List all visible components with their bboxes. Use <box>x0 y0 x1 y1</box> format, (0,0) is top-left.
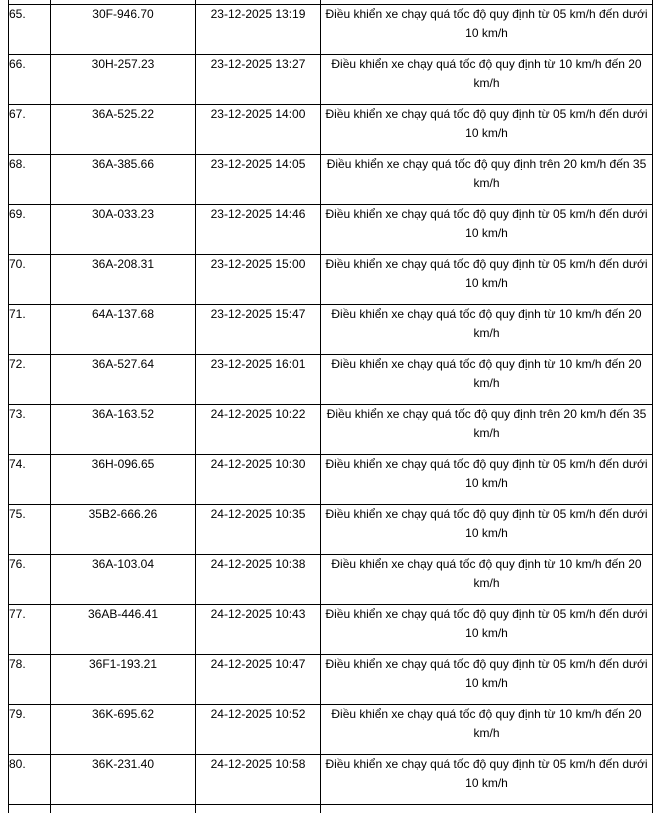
row-index-cell: 73. <box>9 405 51 455</box>
plate-cell: 36A-103.04 <box>51 555 196 605</box>
table-row <box>9 105 653 155</box>
datetime-cell: 24-12-2025 10:52 <box>196 705 321 755</box>
plate-cell: 35B2-666.26 <box>51 505 196 555</box>
plate-cell: 36AB-446.41 <box>51 605 196 655</box>
violation-cell: Điều khiển xe chạy quá tốc độ quy định trên 20 km/h đến 35 km/h <box>321 405 653 455</box>
table-row <box>9 555 653 605</box>
plate-cell: 30H-257.23 <box>51 55 196 105</box>
plate-cell: 36K-231.40 <box>51 755 196 805</box>
row-index-cell: 77. <box>9 605 51 655</box>
table-row <box>9 5 653 55</box>
violation-cell <box>321 805 653 813</box>
plate-cell: 36A-525.22 <box>51 105 196 155</box>
datetime-cell: 24-12-2025 10:58 <box>196 755 321 805</box>
violations-table <box>8 0 653 813</box>
table-row <box>9 605 653 655</box>
violation-cell: Điều khiển xe chạy quá tốc độ quy định từ 10 km/h đến 20 km/h <box>321 555 653 605</box>
plate-cell: 36A-163.52 <box>51 405 196 455</box>
datetime-cell: 23-12-2025 14:00 <box>196 105 321 155</box>
datetime-cell: 23-12-2025 13:27 <box>196 55 321 105</box>
violation-cell: Điều khiển xe chạy quá tốc độ quy định từ 10 km/h đến 20 km/h <box>321 355 653 405</box>
table-row <box>9 655 653 705</box>
datetime-cell: 24-12-2025 10:38 <box>196 555 321 605</box>
violation-cell: Điều khiển xe chạy quá tốc độ quy định từ 05 km/h đến dưới 10 km/h <box>321 5 653 55</box>
datetime-cell: 24-12-2025 10:43 <box>196 605 321 655</box>
datetime-cell: 23-12-2025 13:19 <box>196 5 321 55</box>
plate-cell: 64A-137.68 <box>51 305 196 355</box>
row-index-cell: 65. <box>9 5 51 55</box>
row-index-cell: 68. <box>9 155 51 205</box>
plate-cell: 36A-208.31 <box>51 255 196 305</box>
table-row <box>9 305 653 355</box>
row-index-cell: 79. <box>9 705 51 755</box>
table-row <box>9 505 653 555</box>
violation-cell: Điều khiển xe chạy quá tốc độ quy định từ 05 km/h đến dưới 10 km/h <box>321 205 653 255</box>
row-index-cell: 75. <box>9 505 51 555</box>
datetime-cell: 24-12-2025 10:22 <box>196 405 321 455</box>
table-row <box>9 455 653 505</box>
row-index-cell: 76. <box>9 555 51 605</box>
row-index-cell: 69. <box>9 205 51 255</box>
plate-cell: 30A-033.23 <box>51 205 196 255</box>
violation-cell: Điều khiển xe chạy quá tốc độ quy định từ 05 km/h đến dưới 10 km/h <box>321 455 653 505</box>
row-index-cell: 67. <box>9 105 51 155</box>
table-row <box>9 355 653 405</box>
violation-cell: Điều khiển xe chạy quá tốc độ quy định từ 10 km/h đến 20 km/h <box>321 55 653 105</box>
row-index-cell: 74. <box>9 455 51 505</box>
violation-cell: Điều khiển xe chạy quá tốc độ quy định từ 05 km/h đến dưới 10 km/h <box>321 505 653 555</box>
violation-cell: Điều khiển xe chạy quá tốc độ quy định từ 05 km/h đến dưới 10 km/h <box>321 755 653 805</box>
datetime-cell: 24-12-2025 10:30 <box>196 455 321 505</box>
table-row <box>9 205 653 255</box>
plate-cell <box>51 805 196 813</box>
row-index-cell: 70. <box>9 255 51 305</box>
violation-cell: Điều khiển xe chạy quá tốc độ quy định từ 10 km/h đến 20 km/h <box>321 705 653 755</box>
table-row <box>9 255 653 305</box>
row-index-cell: 80. <box>9 755 51 805</box>
datetime-cell: 23-12-2025 15:47 <box>196 305 321 355</box>
plate-cell: 30F-946.70 <box>51 5 196 55</box>
table-row <box>9 705 653 755</box>
datetime-cell <box>196 805 321 813</box>
plate-cell: 36A-385.66 <box>51 155 196 205</box>
plate-cell: 36K-695.62 <box>51 705 196 755</box>
row-index-cell: 66. <box>9 55 51 105</box>
datetime-cell: 24-12-2025 10:35 <box>196 505 321 555</box>
table-row <box>9 755 653 805</box>
violation-cell: Điều khiển xe chạy quá tốc độ quy định từ 05 km/h đến dưới 10 km/h <box>321 255 653 305</box>
datetime-cell: 23-12-2025 14:05 <box>196 155 321 205</box>
violation-cell: Điều khiển xe chạy quá tốc độ quy định trên 20 km/h đến 35 km/h <box>321 155 653 205</box>
violation-cell: Điều khiển xe chạy quá tốc độ quy định từ 05 km/h đến dưới 10 km/h <box>321 655 653 705</box>
table-row <box>9 55 653 105</box>
row-index-cell: 71. <box>9 305 51 355</box>
partial-row-bottom <box>9 805 653 813</box>
row-index-cell: 72. <box>9 355 51 405</box>
violation-cell: Điều khiển xe chạy quá tốc độ quy định từ 05 km/h đến dưới 10 km/h <box>321 605 653 655</box>
row-index-cell: 78. <box>9 655 51 705</box>
violation-cell: Điều khiển xe chạy quá tốc độ quy định từ 10 km/h đến 20 km/h <box>321 305 653 355</box>
plate-cell: 36A-527.64 <box>51 355 196 405</box>
table-row <box>9 155 653 205</box>
datetime-cell: 24-12-2025 10:47 <box>196 655 321 705</box>
table-row <box>9 405 653 455</box>
datetime-cell: 23-12-2025 15:00 <box>196 255 321 305</box>
datetime-cell: 23-12-2025 14:46 <box>196 205 321 255</box>
plate-cell: 36F1-193.21 <box>51 655 196 705</box>
plate-cell: 36H-096.65 <box>51 455 196 505</box>
violation-cell: Điều khiển xe chạy quá tốc độ quy định từ 05 km/h đến dưới 10 km/h <box>321 105 653 155</box>
row-index-cell <box>9 805 51 813</box>
datetime-cell: 23-12-2025 16:01 <box>196 355 321 405</box>
